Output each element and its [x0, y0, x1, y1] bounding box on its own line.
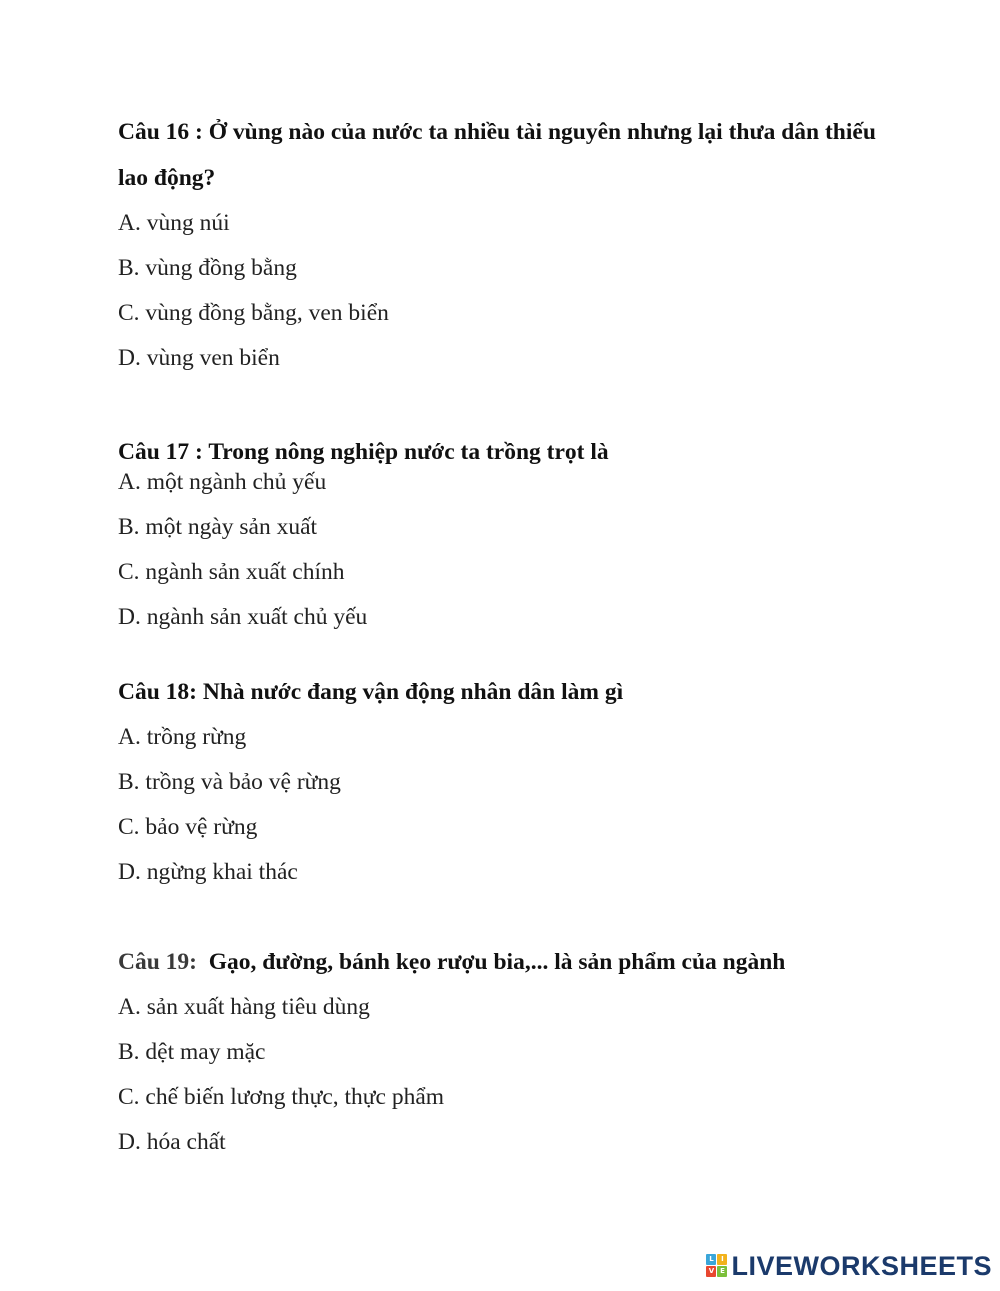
logo-letter-i: I [717, 1254, 727, 1265]
question-18-option-a[interactable]: A. trồng rừng [118, 724, 247, 750]
question-18-option-c[interactable]: C. bảo vệ rừng [118, 814, 258, 840]
liveworksheets-logo-icon [706, 1254, 728, 1278]
question-19-text: Gạo, đường, bánh kẹo rượu bia,... là sản phẩm của ngành [197, 949, 786, 975]
question-17-prompt: Câu 17 : Trong nông nghiệp nước ta trồng trọt là [118, 439, 609, 465]
question-17-option-c[interactable]: C. ngành sản xuất chính [118, 559, 345, 585]
question-17-option-d[interactable]: D. ngành sản xuất chủ yếu [118, 604, 368, 630]
liveworksheets-logo-text: LIVEWORKSHEETS [731, 1251, 992, 1281]
question-18-option-b[interactable]: B. trồng và bảo vệ rừng [118, 769, 341, 795]
question-19-option-d[interactable]: D. hóa chất [118, 1129, 226, 1155]
question-16-option-c[interactable]: C. vùng đồng bằng, ven biển [118, 300, 389, 326]
question-18-prompt: Câu 18: Nhà nước đang vận động nhân dân làm gì [118, 679, 624, 705]
question-19-option-c[interactable]: C. chế biến lương thực, thực phẩm [118, 1084, 445, 1110]
question-16-option-b[interactable]: B. vùng đồng bằng [118, 255, 297, 281]
question-16-prompt-line1: Câu 16 : Ở vùng nào của nước ta nhiều tài nguyên nhưng lại thưa dân thiếu [118, 119, 876, 145]
question-19-option-a[interactable]: A. sản xuất hàng tiêu dùng [118, 994, 370, 1020]
question-16-option-d[interactable]: D. vùng ven biển [118, 345, 280, 371]
question-17-option-b[interactable]: B. một ngày sản xuất [118, 514, 318, 540]
question-19-prompt [118, 947, 785, 977]
logo-letter-l: L [706, 1254, 716, 1265]
question-18-option-d[interactable]: D. ngừng khai thác [118, 859, 298, 885]
question-19-number: Câu 19: [118, 949, 197, 975]
logo-letter-v: V [706, 1266, 716, 1277]
question-16-prompt-line2: lao động? [118, 165, 216, 191]
question-17-option-a[interactable]: A. một ngành chủ yếu [118, 469, 327, 495]
liveworksheets-logo[interactable] [706, 1251, 992, 1281]
question-16-option-a[interactable]: A. vùng núi [118, 210, 230, 236]
logo-letter-e: E [717, 1266, 727, 1277]
question-19-option-b[interactable]: B. dệt may mặc [118, 1039, 266, 1065]
